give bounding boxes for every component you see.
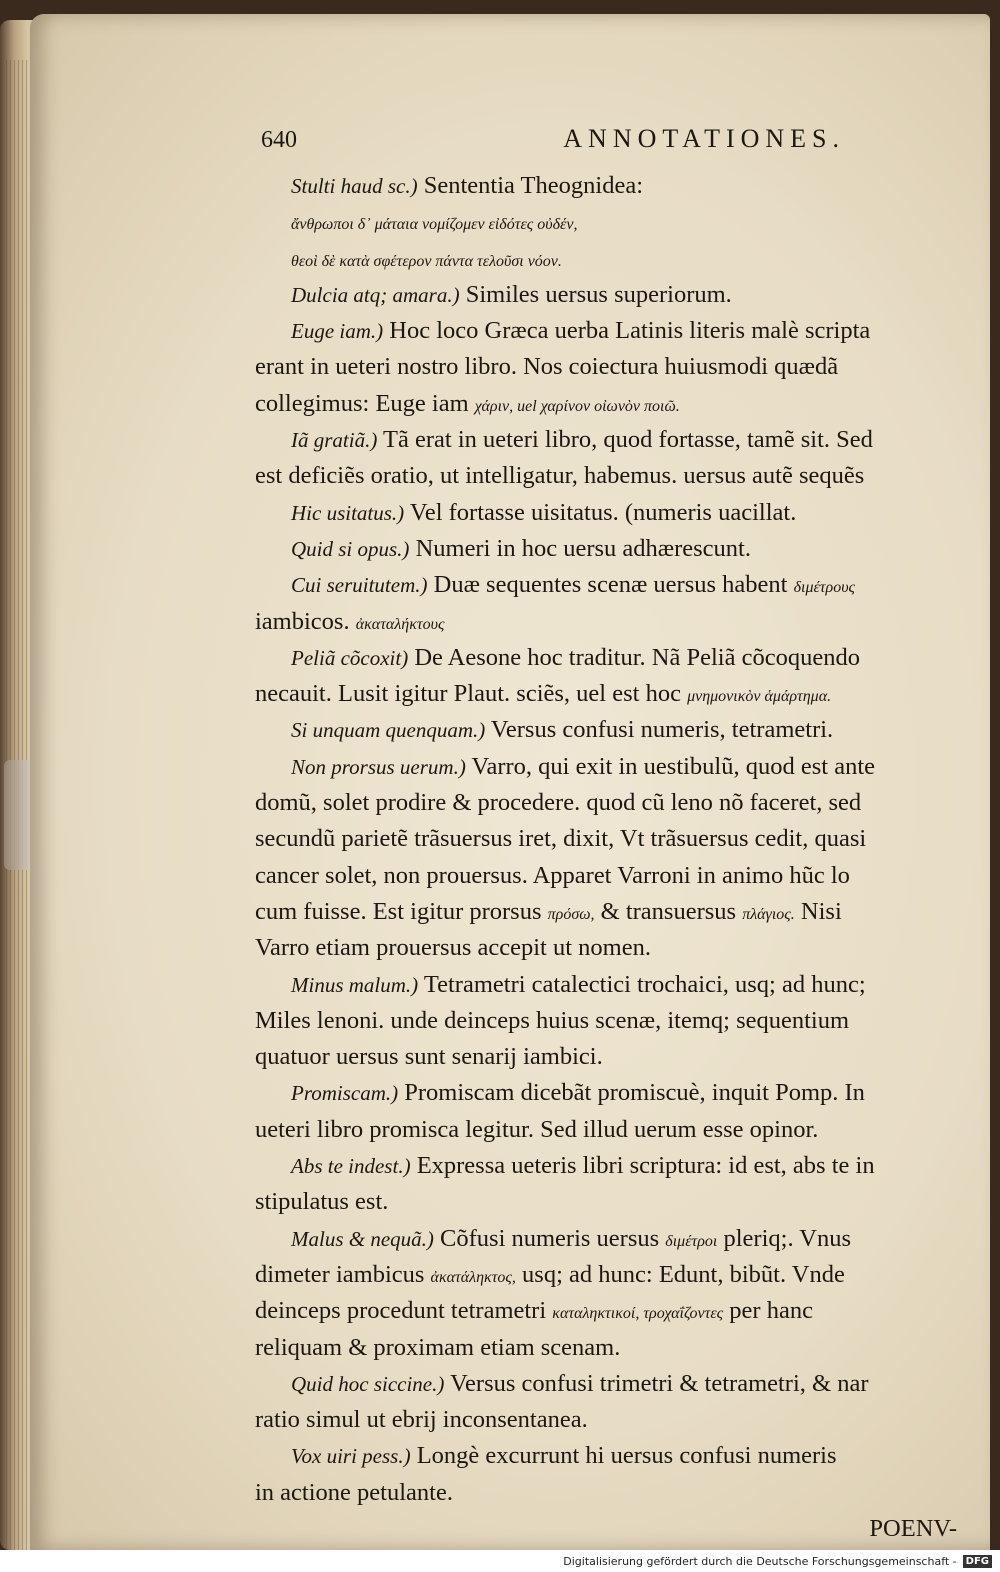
text-line: [255, 894, 975, 930]
greek-text: διμέτρους: [793, 579, 856, 597]
line-text: Duæ sequentes scenæ uersus habent: [433, 571, 788, 599]
entry-lemma: Hic usitatus.): [291, 500, 405, 525]
line-text: Varro etiam prouersus accepit ut nomen.: [255, 934, 651, 962]
line-text: usq; ad hunc: Edunt, bibũt. Vnde: [522, 1260, 845, 1288]
text-line: [255, 1112, 975, 1148]
greek-text: καταληκτικοί, τροχαΐζοντες: [552, 1305, 724, 1323]
line-text: dimeter iambicus: [255, 1260, 425, 1288]
text-line: [255, 1003, 975, 1039]
line-text: erant in ueteri nostro libro. Nos coiectura huiusmodi quædã: [255, 353, 839, 381]
page-content: [255, 124, 975, 1547]
text-line: [255, 1221, 975, 1257]
line-text: est deficiẽs oratio, ut intelligatur, habemus. uersus autẽ sequẽs: [255, 462, 865, 490]
line-text: quatuor uersus sunt senarij iambici.: [255, 1043, 603, 1071]
greek-text: πρόσω,: [547, 905, 595, 923]
text-line: [255, 495, 975, 531]
text-line: [255, 930, 975, 966]
line-text: domũ, solet prodire & procedere. quod cũ leno nõ faceret, sed: [255, 789, 862, 817]
entry-lemma: Minus malum.): [291, 972, 419, 997]
entry-lemma: Cui seruitutem.): [291, 573, 428, 598]
page-header: [255, 124, 975, 168]
line-text: Tetrametri catalectici trochaici, usq; ad hunc;: [423, 970, 866, 998]
text-line: [255, 821, 975, 857]
text-line: [255, 640, 975, 676]
text-line: [255, 967, 975, 1003]
text-line: [255, 1366, 975, 1402]
entry-lemma: Euge iam.): [291, 319, 384, 344]
line-text: Numeri in hoc uersu adhærescunt.: [415, 534, 751, 562]
text-line: [255, 313, 975, 349]
line-text: pleriq;. Vnus: [723, 1224, 851, 1252]
text-line: [255, 1330, 975, 1366]
text-line: [255, 277, 975, 313]
greek-text: χάριν, uel χαρίνον οἰωνὸν ποιῶ.: [474, 397, 680, 415]
entry-lemma: Iã gratiã.): [291, 428, 378, 453]
line-text: Cõfusi numeris uersus: [440, 1224, 660, 1252]
line-text: secundũ parietẽ trãsuersus iret, dixit, Vt trãsuersus cedit, quasi: [255, 825, 867, 853]
text-line: [255, 1184, 975, 1220]
line-text: Expressa ueteris libri scriptura: id est, abs te in: [416, 1152, 875, 1180]
line-text: reliquam & proximam etiam scenam.: [255, 1333, 621, 1361]
line-text: Miles lenoni. unde deinceps huius scenæ, itemq; sequentium: [255, 1006, 850, 1034]
line-text: Nisi: [800, 897, 842, 925]
text-line: [255, 604, 975, 640]
text-line: [255, 712, 975, 748]
page-number: 640: [261, 127, 297, 153]
text-line: [255, 1075, 975, 1111]
line-text: ratio simul ut ebrij inconsentanea.: [255, 1406, 588, 1434]
dfg-logo: DFG: [963, 1555, 992, 1568]
line-text: Tã erat in ueteri libro, quod fortasse, tamẽ sit. Sed: [383, 426, 873, 454]
greek-text: πλάγιος.: [742, 905, 795, 923]
text-line: [255, 785, 975, 821]
line-text: cancer solet, non prouersus. Apparet Varroni in animo hũc lo: [255, 861, 850, 889]
text-line: [255, 204, 975, 240]
greek-text: διμέτροι: [665, 1232, 718, 1250]
entry-lemma: Promiscam.): [291, 1081, 399, 1106]
book-page: [30, 14, 990, 1550]
line-text: per hanc: [729, 1297, 813, 1325]
annotation-lines: [255, 168, 975, 1511]
line-text: cum fuisse. Est igitur prorsus: [255, 897, 542, 925]
digitization-footer: [0, 1550, 1000, 1572]
line-text: Varro, qui exit in uestibulũ, quod est ante: [471, 752, 876, 780]
entry-lemma: Quid si opus.): [291, 536, 410, 561]
text-line: [255, 458, 975, 494]
text-line: [255, 749, 975, 785]
line-text: necauit. Lusit igitur Plaut. sciẽs, uel est hoc: [255, 680, 681, 708]
line-text: De Aesone hoc traditur. Nã Peliã cõcoquendo: [414, 643, 860, 671]
entry-lemma: Stulti haud sc.): [291, 174, 418, 198]
greek-text: μνημονικὸν ἁμάρτημα.: [687, 688, 832, 706]
text-line: [255, 1293, 975, 1329]
entry-lemma: Si unquam quenquam.): [291, 718, 486, 743]
text-line: [255, 676, 975, 712]
line-text: stipulatus est.: [255, 1188, 389, 1216]
line-text: Versus confusi trimetri & tetrametri, & nar: [450, 1369, 869, 1397]
text-line: [255, 1148, 975, 1184]
line-text: Sententia Theognidea:: [423, 172, 644, 199]
line-text: ueteri libro promisca legitur. Sed illud uerum esse opinor.: [255, 1115, 819, 1143]
line-text: deinceps procedunt tetrametri: [255, 1297, 547, 1325]
line-text: Hoc loco Græca uerba Latinis literis malè scripta: [389, 317, 871, 345]
text-line: [255, 1039, 975, 1075]
text-line: [255, 168, 975, 204]
line-text: & transuersus: [600, 897, 737, 925]
entry-lemma: Malus & nequã.): [291, 1226, 434, 1251]
greek-text: ἀκατάληκτος,: [430, 1268, 516, 1286]
entry-lemma: Non prorsus uerum.): [291, 754, 466, 779]
line-text: Similes uersus superiorum.: [465, 280, 732, 308]
text-line: [255, 241, 975, 277]
running-head: ANNOTATIONES.: [563, 124, 845, 153]
line-text: Vel fortasse uisitatus. (numeris uacillat.: [409, 498, 797, 526]
line-text: iambicos.: [255, 607, 350, 635]
entry-lemma: Abs te indest.): [291, 1154, 411, 1179]
text-line: [255, 1257, 975, 1293]
text-line: [255, 1438, 975, 1474]
line-text: collegimus: Euge iam: [255, 389, 469, 417]
text-line: [255, 1402, 975, 1438]
line-text: Versus confusi numeris, tetrametri.: [490, 716, 834, 744]
greek-text: ἄνθρωποι δ᾽ μάταια νομίζομεν εἰδότες οὐδέν,: [291, 216, 578, 234]
text-line: [255, 349, 975, 385]
greek-text: θεοὶ δὲ κατὰ σφέτερον πάντα τελοῦσι νόον.: [291, 252, 562, 270]
entry-lemma: Vox uiri pess.): [291, 1444, 411, 1469]
text-line: [255, 422, 975, 458]
line-text: in actione petulante.: [255, 1478, 453, 1506]
text-line: [255, 858, 975, 894]
entry-lemma: Dulcia atq; amara.): [291, 282, 460, 307]
entry-lemma: Peliã cõcoxit): [291, 645, 409, 670]
text-line: [255, 531, 975, 567]
greek-text: ἀκαταλήκτους: [355, 615, 445, 633]
line-text: Promiscam dicebãt promiscuè, inquit Pomp. In: [404, 1079, 865, 1107]
text-line: [255, 567, 975, 603]
catchword: POENV-: [869, 1514, 957, 1542]
text-line: [255, 1475, 975, 1511]
text-line: [255, 386, 975, 422]
entry-lemma: Quid hoc siccine.): [291, 1371, 445, 1396]
line-text: Longè excurrunt hi uersus confusi numeris: [416, 1442, 837, 1470]
funding-credit: Digitalisierung gefördert durch die Deutsche Forschungsgemeinschaft -: [563, 1554, 957, 1568]
